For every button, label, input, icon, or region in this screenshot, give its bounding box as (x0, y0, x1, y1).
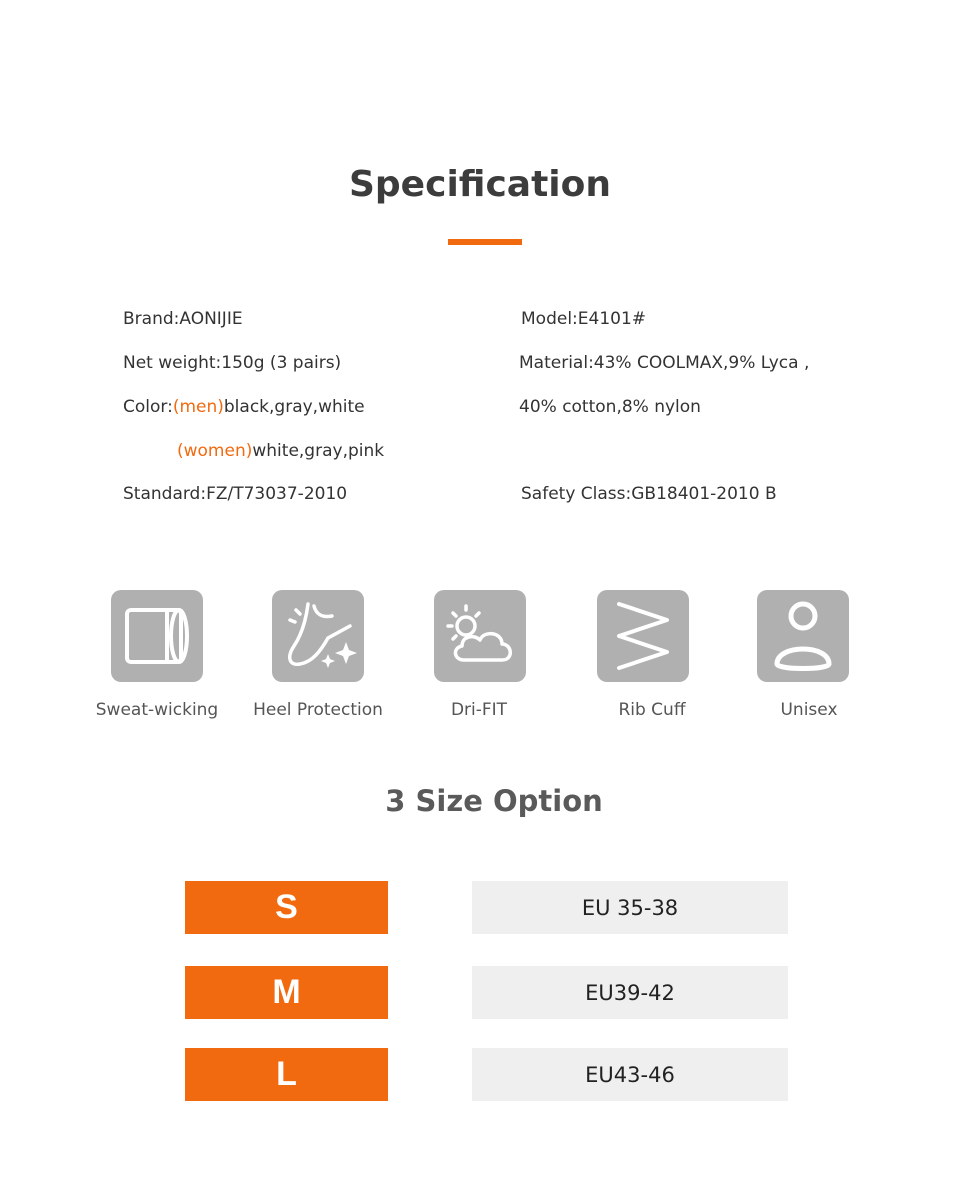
size-range-m: EU39-42 (472, 966, 788, 1019)
feature-label: Sweat-wicking (95, 700, 219, 720)
size-badge-l: L (185, 1048, 388, 1101)
rib-cuff-zigzag-icon (597, 590, 689, 682)
spec-material-line1: Material:43% COOLMAX,9% Lyca , (519, 353, 810, 373)
spec-brand: Brand:AONIJIE (123, 309, 243, 329)
heel-protection-icon (272, 590, 364, 682)
feature-label: Rib Cuff (618, 700, 686, 720)
spec-color-men-tag: (men) (172, 397, 224, 417)
sun-cloud-icon (434, 590, 526, 682)
spec-standard: Standard:FZ/T73037-2010 (123, 484, 348, 504)
feature-label: Heel Protection (253, 700, 383, 720)
spec-color-women (177, 441, 384, 461)
size-badge-m: M (185, 966, 388, 1019)
spec-color-women-values: white,gray,pink (252, 441, 385, 461)
feature-label: Dri-FIT (450, 700, 508, 720)
spec-color-women-tag: (women) (177, 441, 253, 461)
person-icon (757, 590, 849, 682)
size-badge-s: S (185, 881, 388, 934)
sweat-wicking-towel-icon (111, 590, 203, 682)
feature-label: Unisex (780, 700, 838, 720)
spec-model: Model:E4101# (521, 309, 647, 329)
spec-net-weight: Net weight:150g (3 pairs) (123, 353, 342, 373)
size-section-title: 3 Size Option (385, 784, 603, 818)
size-range-l: EU43-46 (472, 1048, 788, 1101)
spec-color-label: Color: (123, 397, 173, 417)
spec-color-men-values: black,gray,white (223, 397, 365, 417)
spec-safety-class: Safety Class:GB18401-2010 B (521, 484, 777, 504)
page-title: Specification (348, 164, 612, 205)
size-range-s: EU 35-38 (472, 881, 788, 934)
title-underline (448, 239, 522, 245)
spec-material-line2: 40% cotton,8% nylon (519, 397, 701, 417)
spec-color-men (123, 397, 365, 417)
